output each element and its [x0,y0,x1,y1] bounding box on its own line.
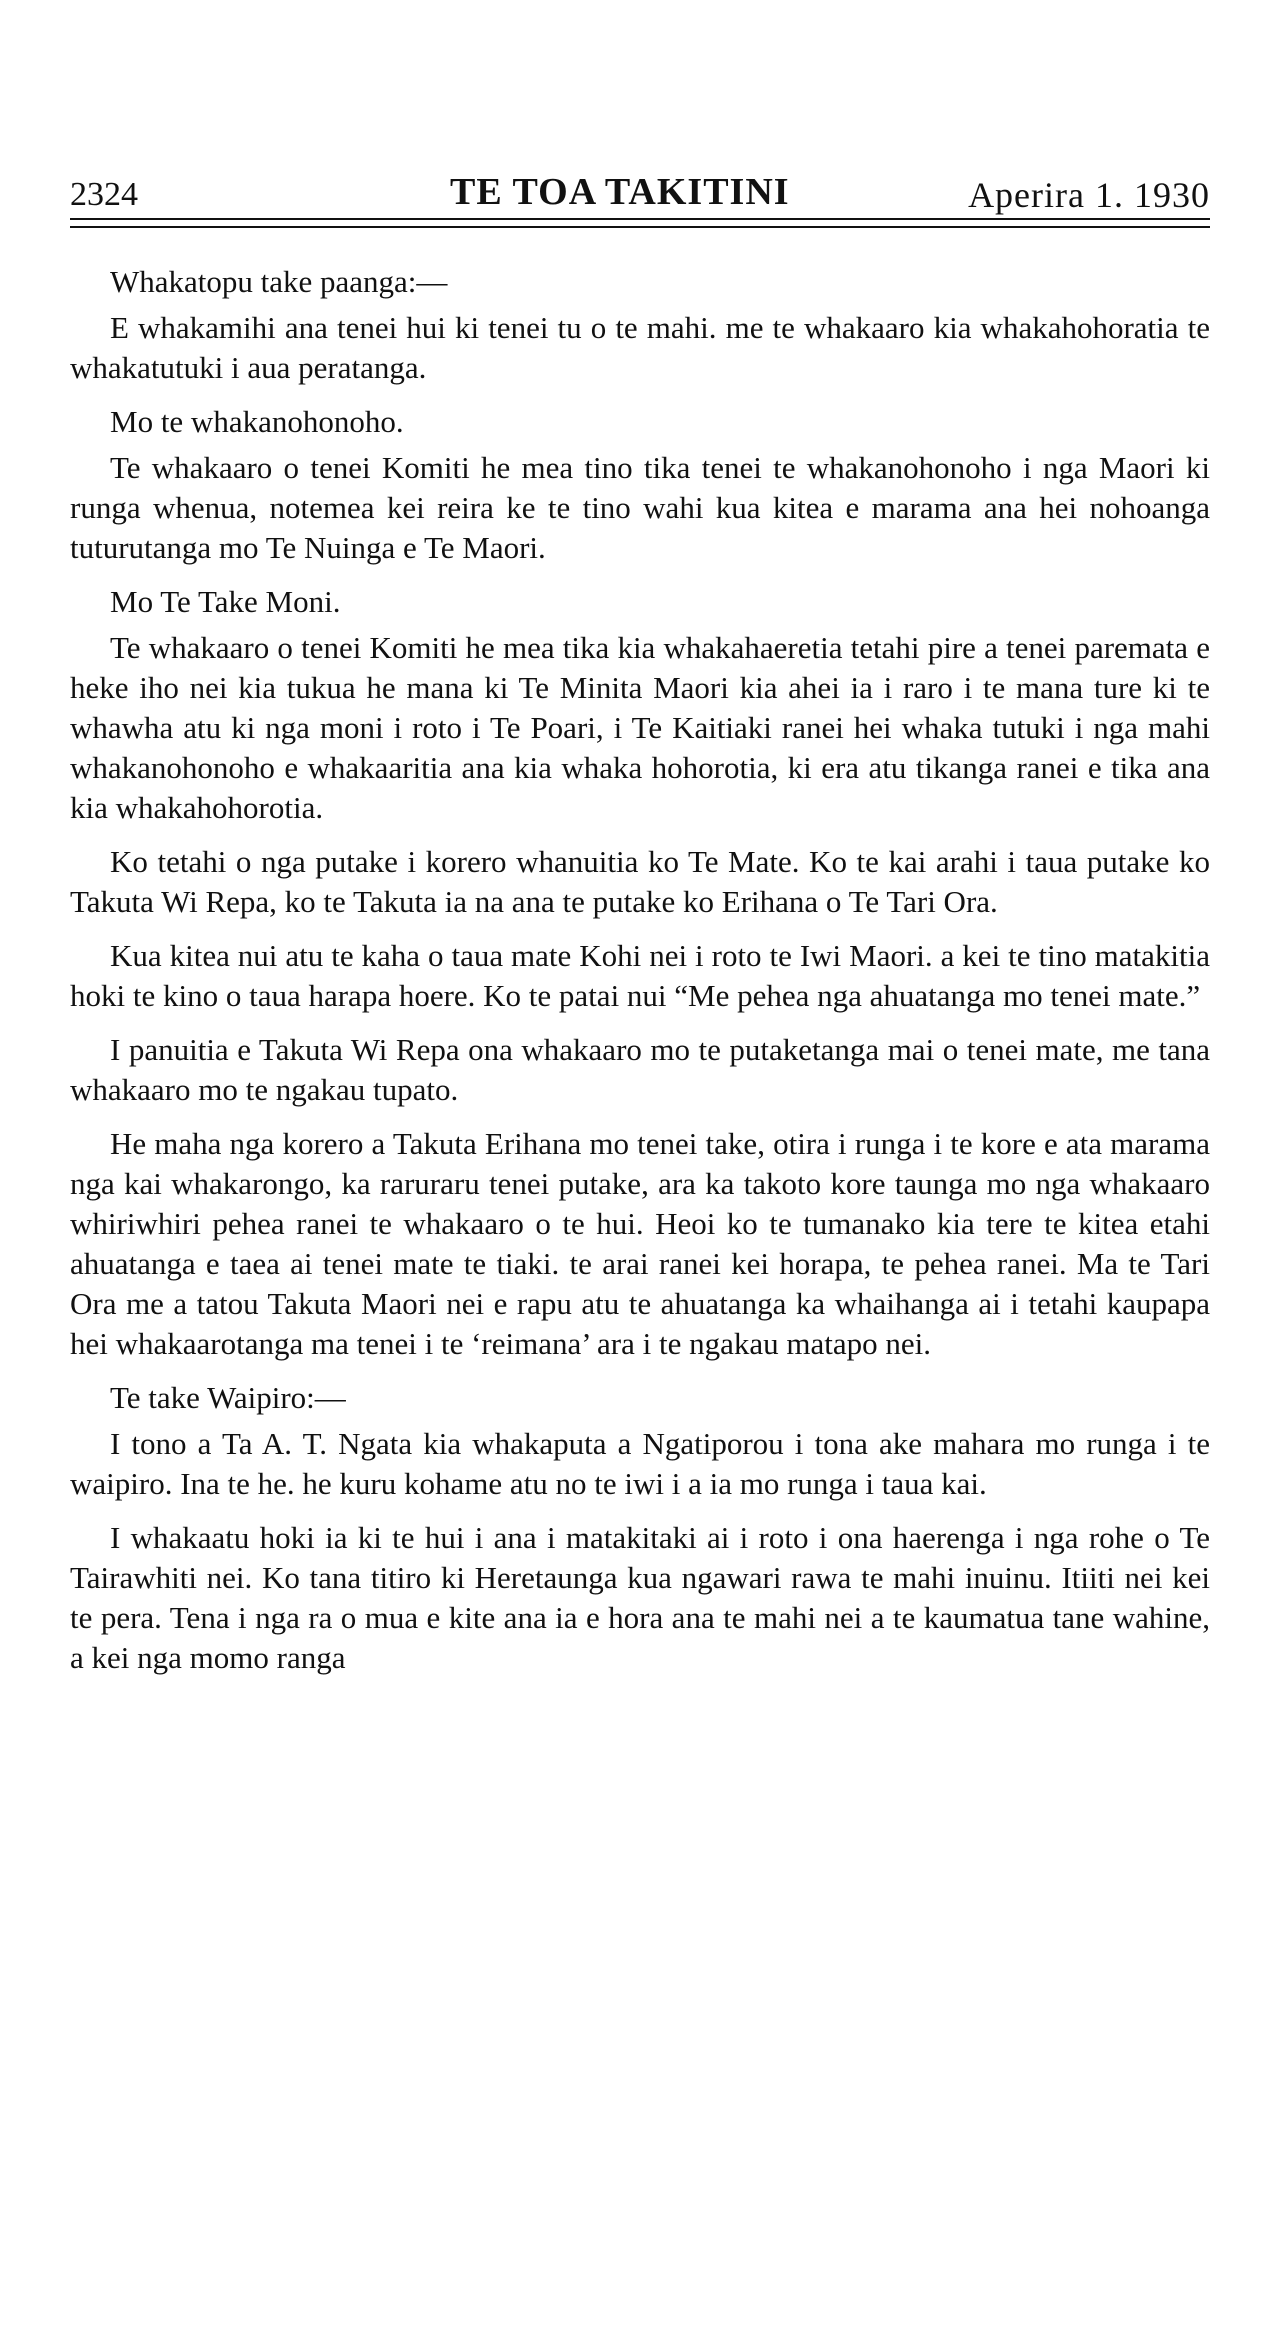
section-heading: Mo Te Take Moni. [110,584,341,619]
paragraph: I whakaatu hoki ia ki te hui i ana i matakitaki ai i roto i ona haerenga i nga rohe o Te Tairawhiti nei. Ko tana titiro ki Heretaunga kua ngawari rawa te mahi inuinu. Itiiti nei kei te pera. Tena i nga ra o mua e kite ana ia e hora ana te mahi nei a te kaumatua tane wahine, a kei nga momo ranga [70,1520,1210,1675]
publication-title: TE TOA TAKITINI [450,171,790,213]
paragraph: E whakamihi ana tenei hui ki tenei tu o te mahi. me te whakaaro kia whakahohoratia te whakatutuki i aua peratanga. [70,310,1210,385]
paragraph: He maha nga korero a Takuta Erihana mo tenei take, otira i runga i te kore e ata marama nga kai whakarongo, ka raruraru tenei putake, ara ka takoto kore taunga mo nga whakaaro whiriwhiri pehea ranei te whakaaro o te hui. Heoi ko te tumanako kia tere te kitea etahi ahuatanga e taea ai tenei mate te tiaki. te arai ranei kei horapa, te pehea ranei. Ma te Tari Ora me a tatou Takuta Maori nei e rapu atu te ahuatanga ka whaihanga ai i tetahi kaupapa hei whakaarotanga ma tenei i te ‘reimana’ ara i te ngakau matapo nei. [70,1126,1210,1361]
section-heading: Te take Waipiro:— [110,1380,346,1415]
section-heading: Mo te whakanohonoho. [110,404,404,439]
document-page [70,0,1210,2332]
paragraph: Te whakaaro o tenei Komiti he mea tino tika tenei te whakanohonoho i nga Maori ki runga whenua, notemea kei reira ke te tino wahi kua kitea e marama ana hei nohoanga tuturutanga mo Te Nuinga e Te Maori. [70,450,1210,565]
issue-date: Aperira 1. 1930 [968,175,1210,215]
paragraph: I panuitia e Takuta Wi Repa ona whakaaro mo te putaketanga mai o tenei mate, me tana whakaaro mo te ngakau tupato. [70,1032,1210,1107]
paragraph: Te whakaaro o tenei Komiti he mea tika kia whakahaeretia tetahi pire a tenei paremata e heke iho nei kia tukua he mana ki Te Minita Maori kia ahei ia i raro i te mana ture ki te whawha atu ki nga moni i roto i Te Poari, i Te Kaitiaki ranei hei whaka tutuki i nga mahi whakanohonoho e whakaaritia ana kia whaka hohorotia, ki era atu tikanga ranei e tika ana kia whakahohorotia. [70,630,1210,825]
paragraph: Kua kitea nui atu te kaha o taua mate Kohi nei i roto te Iwi Maori. a kei te tino matakitia hoki te kino o taua harapa hoere. Ko te patai nui “Me pehea nga ahuatanga mo tenei mate.” [70,938,1210,1013]
header-rule-top [70,218,1210,220]
section-heading: Whakatopu take paanga:— [110,264,448,299]
paragraph: I tono a Ta A. T. Ngata kia whakaputa a Ngatiporou i tona ake mahara mo runga i te waipiro. Ina te he. he kuru kohame atu no te iwi i a ia mo runga i taua kai. [70,1426,1210,1501]
article-body [70,262,1210,1692]
page-number: 2324 [70,176,138,213]
paragraph: Ko tetahi o nga putake i korero whanuitia ko Te Mate. Ko te kai arahi i taua putake ko Takuta Wi Repa, ko te Takuta ia na ana te putake ko Erihana o Te Tari Ora. [70,844,1210,919]
header-rule-bottom [70,226,1210,228]
running-header [70,168,1210,222]
